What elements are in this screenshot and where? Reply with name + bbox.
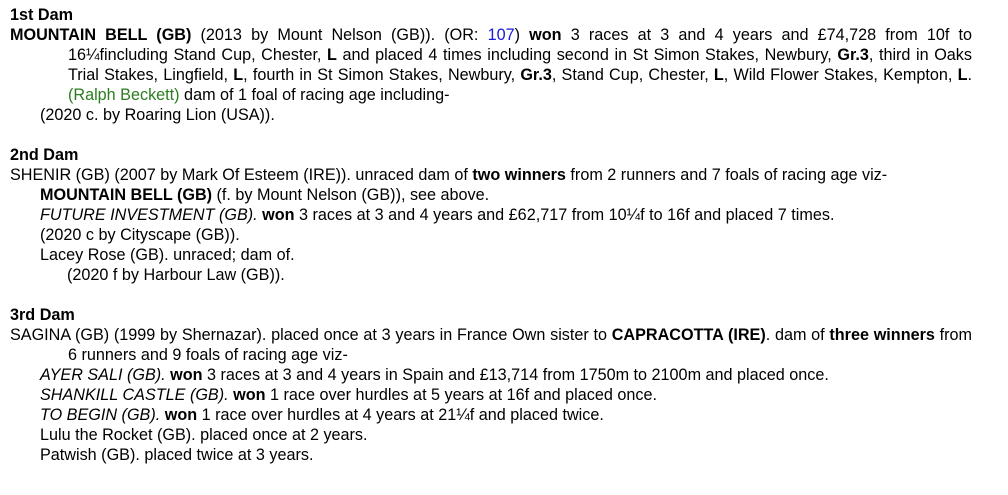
second-dam-section [10,145,972,285]
official-rating: 107 [487,26,515,44]
produce-item: AYER SALI (GB). won 3 races at 3 and 4 years in Spain and £13,714 from 1750m to 2100m and placed once. [40,366,829,384]
first-dam-entry: MOUNTAIN BELL (GB) (2013 by Mount Nelson (GB)). (OR: 107) won 3 races at 3 and 4 years and £74,728 from 10f to 16¼fincluding Stand Cup, Chester, L and placed 4 times including second in St Simon Stakes, Newbury, Gr.3, third in Oaks Trial Stakes, Lingfield, L, fourth in St Simon Stakes, Newbury, Gr.3, Stand Cup, Chester, L, Wild Flower Stakes, Kempton, L. (Ralph Beckett) dam of 1 foal of racing age including- [10,26,973,104]
produce-item: TO BEGIN (GB). won 1 race over hurdles at 4 years at 21¼f and placed twice. [40,406,604,424]
dam-name: MOUNTAIN BELL (GB) [10,26,192,44]
second-dam-entry: SHENIR (GB) (2007 by Mark Of Esteem (IRE)). unraced dam of two winners from 2 runners and 7 foals of racing age viz- [10,166,888,184]
produce-item: Lacey Rose (GB). unraced; dam of. [40,246,295,264]
second-dam-heading: 2nd Dam [10,146,79,164]
third-dam-section [10,305,972,465]
produce-item: (2020 c by Cityscape (GB)). [40,226,240,244]
produce-item: SHANKILL CASTLE (GB). won 1 race over hurdles at 5 years at 16f and placed once. [40,386,657,404]
first-dam-section [10,5,972,125]
produce-item: Patwish (GB). placed twice at 3 years. [40,446,314,464]
produce-foal: (2020 f by Harbour Law (GB)). [67,266,285,284]
produce-item: Lulu the Rocket (GB). placed once at 2 years. [40,426,368,444]
third-dam-entry: SAGINA (GB) (1999 by Shernazar). placed once at 3 years in France Own sister to CAPRACOTTA (IRE). dam of three winners from 6 runners and 9 foals of racing age viz- [10,326,972,364]
produce-item: FUTURE INVESTMENT (GB). won 3 races at 3 and 4 years and £62,717 from 10¼f to 16f and placed 7 times. [40,206,835,224]
first-dam-heading: 1st Dam [10,6,73,24]
third-dam-heading: 3rd Dam [10,306,75,324]
produce-item: MOUNTAIN BELL (GB) (f. by Mount Nelson (GB)), see above. [40,186,490,204]
first-dam-foal: (2020 c. by Roaring Lion (USA)). [40,106,275,124]
trainer-name: (Ralph Beckett) [68,86,180,104]
